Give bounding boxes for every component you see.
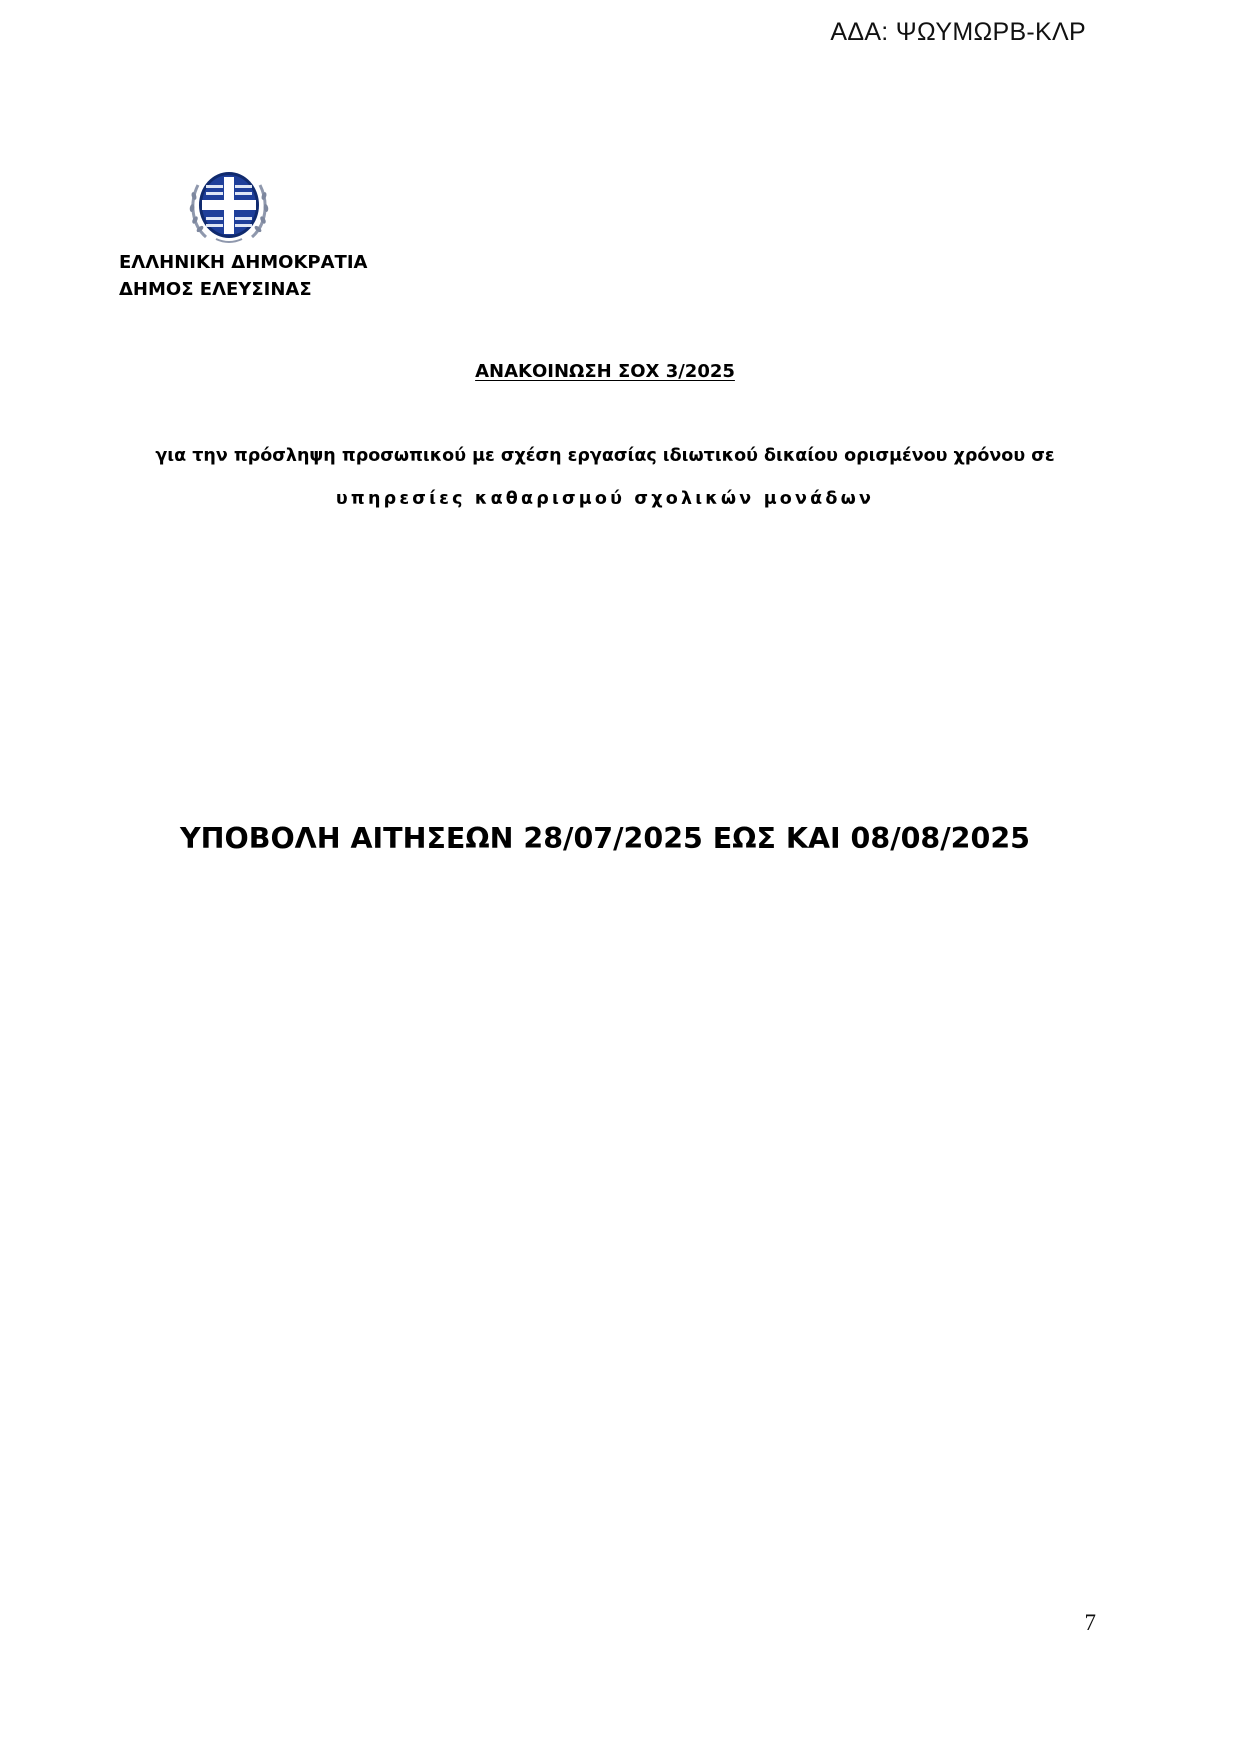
announcement-title: ΑΝΑΚΟΙΝΩΣΗ ΣΟΧ 3/2025 — [475, 361, 735, 382]
greek-coat-of-arms-icon — [186, 165, 272, 247]
organization-municipality: ΔΗΜΟΣ ΕΛΕΥΣΙΝΑΣ — [119, 279, 312, 300]
organization-country: ΕΛΛΗΝΙΚΗ ΔΗΜΟΚΡΑΤΙΑ — [119, 252, 368, 273]
page-number: 7 — [1084, 1610, 1096, 1635]
organization-block — [119, 249, 367, 303]
submission-period: ΥΠΟΒΟΛΗ ΑΙΤΗΣΕΩΝ 28/07/2025 ΕΩΣ ΚΑΙ 08/08/2025 — [180, 822, 1030, 855]
ada-code: ΑΔΑ: ΨΩΥΜΩΡΒ-ΚΛΡ — [830, 18, 1086, 46]
announcement-subtitle-line-2: υπηρεσίες καθαρισμού σχολικών μονάδων — [335, 489, 875, 509]
announcement-subtitle-line-1: για την πρόσληψη προσωπικού με σχέση εργασίας ιδιωτικού δικαίου ορισμένου χρόνου σε — [155, 446, 1055, 466]
